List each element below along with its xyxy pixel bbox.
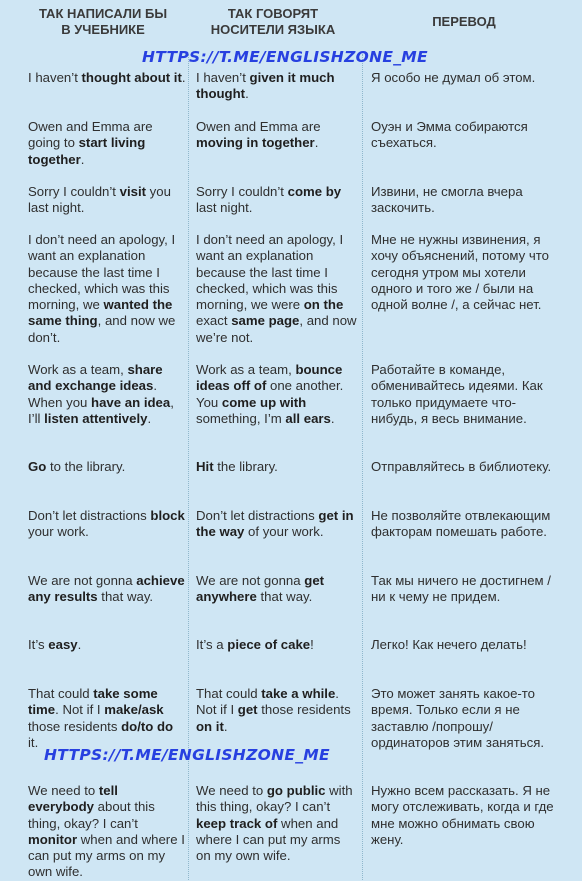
phrase-text: That could <box>196 686 262 701</box>
phrase-text: . <box>147 410 152 426</box>
key-phrase: monitor <box>28 831 78 847</box>
phrase-text: . <box>77 637 82 652</box>
key-phrase: thought about it <box>81 70 182 85</box>
phrase-text: Sorry I couldn’t <box>28 184 120 199</box>
cell-native <box>196 232 358 346</box>
cell-translation <box>371 119 557 152</box>
watermark-link[interactable]: HTTPS://T.ME/ENGLISHZONE_ME <box>44 746 330 764</box>
cell-native <box>196 686 358 735</box>
key-phrase: wanted the same thing <box>28 297 173 329</box>
phrase-text: it. <box>28 734 39 750</box>
phrase-text: We are not gonna <box>196 573 305 588</box>
phrase-text: , and now we don’t. <box>28 313 176 345</box>
phrase-text: Легко! Как нечего делать! <box>371 637 527 652</box>
key-phrase: on the <box>303 297 344 313</box>
cell-textbook <box>28 573 186 606</box>
key-phrase: on it <box>196 718 224 734</box>
key-phrase: Go <box>28 459 47 474</box>
key-phrase: achieve any results <box>28 573 185 605</box>
phrase-text: with this thing, okay? I can’t <box>196 783 353 815</box>
key-phrase: given it much thought <box>196 70 335 102</box>
key-phrase: piece of cake <box>227 637 311 652</box>
phrase-text: Так мы ничего не достигнем / ни к чему не придем. <box>371 573 551 605</box>
phrase-text: . <box>245 86 249 102</box>
key-phrase: start living together <box>28 135 146 167</box>
phrase-text: the library. <box>213 459 278 474</box>
phrase-text: those residents <box>28 718 122 734</box>
key-phrase: do/to do <box>121 718 174 734</box>
key-phrase: come up with <box>221 394 307 410</box>
phrase-text: I don’t need an apology, I want an explanation because the last time I checked, which was this morning, we <box>28 232 176 313</box>
header-translation: ПЕРЕВОД <box>432 14 496 29</box>
cell-native <box>196 637 358 653</box>
cell-translation <box>371 362 557 427</box>
phrase-text: , I’ll <box>28 394 174 426</box>
header-native-speakers: ТАК ГОВОРЯТ НОСИТЕЛИ ЯЗЫКА <box>210 6 336 37</box>
cell-native <box>196 508 358 541</box>
cell-native <box>196 573 358 606</box>
key-phrase: get in the way <box>196 508 354 540</box>
phrase-text: exact <box>196 313 232 329</box>
cell-translation <box>371 686 557 751</box>
phrase-text: We need to <box>28 783 99 798</box>
phrase-text: , and now we’re not. <box>196 313 357 345</box>
key-phrase: visit <box>119 184 147 199</box>
cell-translation <box>371 232 557 313</box>
phrase-text: your work. <box>28 524 89 540</box>
phrase-text: I don’t need an apology, I want an explanation because the last time I checked, which was this morning, we were <box>196 232 344 313</box>
cell-textbook <box>28 232 186 346</box>
cell-native <box>196 783 358 864</box>
key-phrase: bounce ideas off of <box>196 362 343 394</box>
key-phrase: all ears <box>285 410 331 426</box>
cell-textbook <box>28 686 186 751</box>
key-phrase: same page <box>231 313 300 329</box>
phrase-text: Sorry I couldn’t <box>196 184 288 199</box>
phrase-text: . <box>314 135 319 151</box>
phrase-text: Это может занять какое-то время. Только если я не заставлю /попрошу/ ординаторов этим заняться. <box>371 686 545 750</box>
watermark-link[interactable]: HTTPS://T.ME/ENGLISHZONE_ME <box>142 48 428 66</box>
cell-native <box>196 119 358 152</box>
phrase-text: to the library. <box>46 459 126 474</box>
cell-textbook <box>28 119 186 168</box>
cell-textbook <box>28 184 186 217</box>
phrase-text: . Not if I <box>196 686 339 718</box>
cell-translation <box>371 70 557 86</box>
phrase-text: We need to <box>196 783 267 798</box>
key-phrase: block <box>150 508 185 523</box>
phrase-text: about this thing, okay? I can’t <box>28 799 155 831</box>
cell-textbook <box>28 459 186 475</box>
header-textbook: ТАК НАПИСАЛИ БЫ В УЧЕБНИКЕ <box>38 6 168 37</box>
phrase-text: last night. <box>196 200 253 216</box>
phrase-text: of your work. <box>244 524 324 540</box>
key-phrase: go public <box>266 783 326 798</box>
cell-textbook <box>28 508 186 541</box>
key-phrase: moving in together <box>196 135 315 151</box>
cell-textbook <box>28 362 186 427</box>
phrase-text: Don’t let distractions <box>28 508 151 523</box>
key-phrase: make/ask <box>104 702 164 718</box>
cell-textbook <box>28 70 186 86</box>
phrase-text: . <box>80 151 85 167</box>
key-phrase: keep track of <box>196 815 278 831</box>
key-phrase: easy <box>48 637 78 652</box>
phrase-text: . When you <box>28 378 158 410</box>
cell-native <box>196 70 358 103</box>
phrase-text: . <box>223 718 228 734</box>
phrase-text: when and where I can put my arms on my own wife. <box>28 831 185 880</box>
phrase-text: It’s a <box>196 637 228 652</box>
phrase-text: Work as a team, <box>28 362 128 377</box>
phrase-text: Работайте в команде, обменивайтесь идеями. Как только придумаете что-нибудь, я весь внимание. <box>371 362 543 426</box>
phrase-text: Owen and Emma are going to <box>28 119 153 151</box>
phrase-text: Оуэн и Эмма собираются съехаться. <box>371 119 528 151</box>
phrase-text: Нужно всем рассказать. Я не могу отслеживать, когда и где мне можно обнимать свою жену. <box>371 783 554 847</box>
key-phrase: have an idea <box>91 394 171 410</box>
cell-translation <box>371 508 557 541</box>
phrase-text: That could <box>28 686 94 701</box>
phrase-text: ! <box>310 637 314 652</box>
key-phrase: get anywhere <box>196 573 325 605</box>
key-phrase: take a while <box>261 686 336 701</box>
phrase-text: . <box>330 410 335 426</box>
key-phrase: share and exchange ideas <box>28 362 163 394</box>
cell-translation <box>371 459 557 475</box>
phrase-text: that way. <box>256 589 313 605</box>
phrase-text: Я особо не думал об этом. <box>371 70 536 85</box>
key-phrase: Hit <box>196 459 214 474</box>
phrase-text: something, I’m <box>196 410 286 426</box>
phrase-text: one another. You <box>196 378 344 410</box>
key-phrase: get <box>237 702 258 718</box>
phrase-text: Извини, не смогла вчера заскочить. <box>371 184 523 216</box>
cell-native <box>196 362 358 427</box>
table-header <box>0 6 582 46</box>
phrase-text: It’s <box>28 637 49 652</box>
phrase-text: I haven’t <box>196 70 250 85</box>
cell-textbook <box>28 637 186 653</box>
phrase-text: when and where I can put my arms on my own wife. <box>196 815 341 864</box>
phrase-text: Don’t let distractions <box>196 508 319 523</box>
phrase-text: I haven’t <box>28 70 82 85</box>
cell-translation <box>371 783 557 848</box>
phrase-text: Мне не нужны извинения, я хочу объяснений, потому что сегодня утром мы хотели одного и того же / были на одной волне /, а сейчас нет. <box>371 232 549 313</box>
cell-translation <box>371 184 557 217</box>
key-phrase: take some time <box>28 686 158 718</box>
phrase-text: . Not if I <box>55 702 105 718</box>
key-phrase: come by <box>287 184 342 199</box>
phrase-text: that way. <box>97 589 154 605</box>
cell-native <box>196 459 358 475</box>
cell-translation <box>371 637 557 653</box>
key-phrase: listen attentively <box>44 410 148 426</box>
cell-native <box>196 184 358 217</box>
phrase-text: those residents <box>257 702 351 718</box>
cell-textbook <box>28 783 186 881</box>
phrase-text: Work as a team, <box>196 362 296 377</box>
column-divider <box>362 54 364 880</box>
key-phrase: tell everybody <box>28 783 118 815</box>
cell-translation <box>371 573 557 606</box>
phrase-text: Не позволяйте отвлекающим факторам помешать работе. <box>371 508 551 540</box>
phrase-text: Отправляйтесь в библиотеку. <box>371 459 552 474</box>
phrase-text: . <box>181 70 186 85</box>
phrase-text: Owen and Emma are <box>196 119 321 134</box>
phrase-text: We are not gonna <box>28 573 137 588</box>
phrase-text: you last night. <box>28 184 171 216</box>
